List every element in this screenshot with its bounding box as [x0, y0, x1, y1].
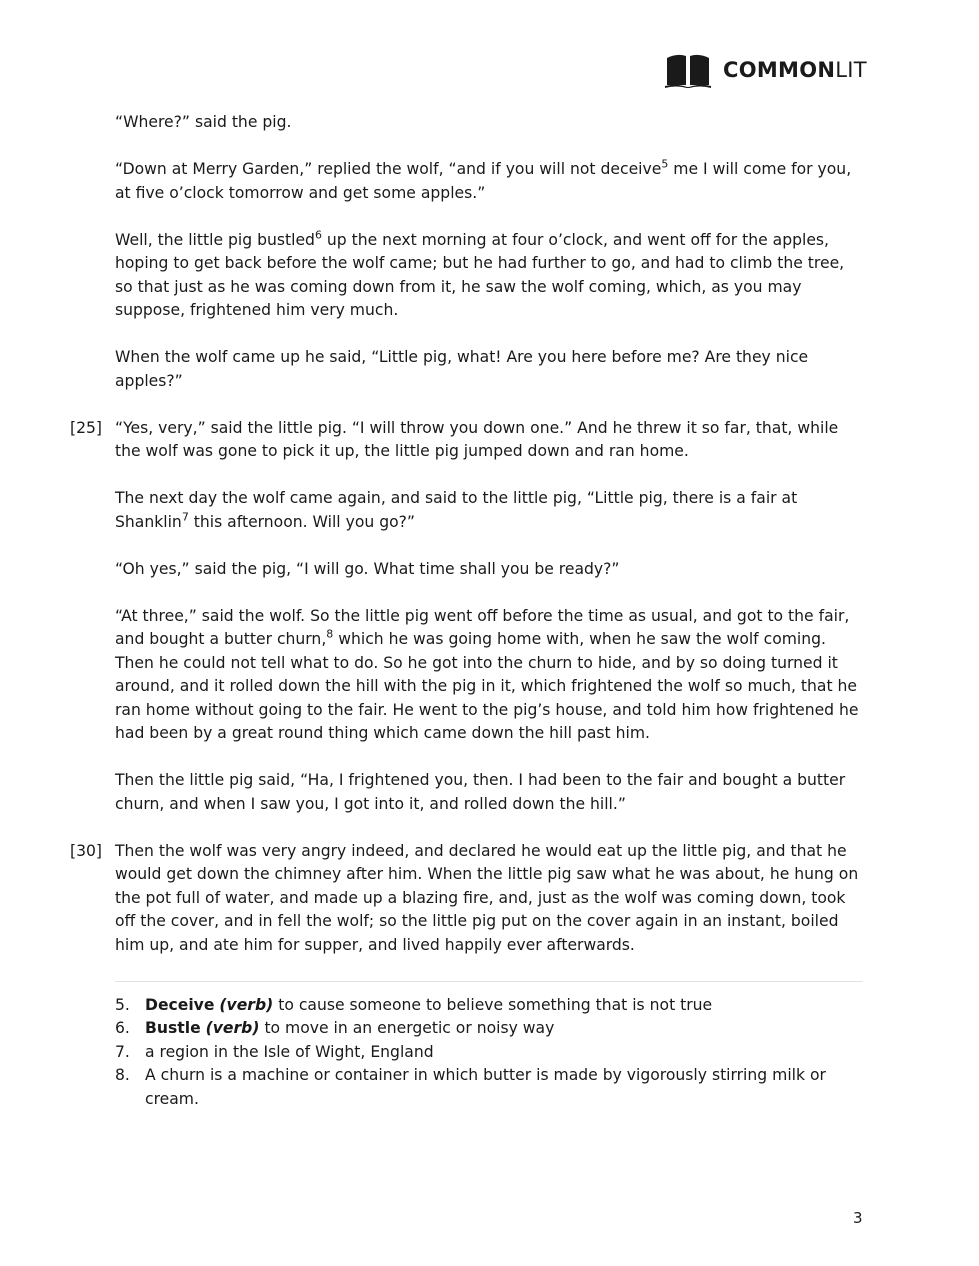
paragraph [115, 229, 865, 323]
paragraph [115, 558, 865, 582]
paragraph-text: “Yes, very,” said the little pig. “I will throw you down one.” And he threw it so far, that, while the wolf was gone to pick it up, the little pig jumped down and ran home. [115, 418, 839, 460]
footnotes-list [115, 994, 865, 1112]
paragraph-text: The next day the wolf came again, and said to the little pig, “Little pig, there is a fair at Shanklin [115, 489, 798, 531]
logo-text-light: LIT [835, 57, 867, 82]
footnote-reference: 7 [181, 509, 189, 523]
paragraph-text: “Oh yes,” said the pig, “I will go. What time shall you be ready?” [115, 559, 620, 578]
paragraph [115, 605, 865, 746]
paragraph [115, 111, 865, 135]
paragraph-text: me I will come for you, at five o’clock tomorrow and get some apples.” [115, 160, 852, 202]
logo-text [723, 57, 867, 82]
paragraph [70, 840, 865, 958]
footnote-reference: 8 [326, 627, 334, 641]
paragraph-text: “At three,” said the wolf. So the little pig went off before the time as usual, and got to the fair, and bought a butter churn, [115, 606, 850, 648]
footnote-definition: to cause someone to believe something that is not true [273, 995, 713, 1014]
paragraph-text: “Down at Merry Garden,” replied the wolf, “and if you will not deceive [115, 160, 662, 178]
paragraph [70, 417, 865, 464]
paragraph-text: this afternoon. Will you go?” [188, 512, 415, 531]
footnote-definition: A churn is a machine or container in which butter is made by vigorously stirring milk or cream. [145, 1066, 826, 1108]
footnote-item [115, 1017, 865, 1041]
paragraph-text: “Where?” said the pig. [115, 113, 292, 131]
footnote-number: 7. [115, 1042, 130, 1061]
passage-content [70, 111, 865, 1111]
footnote-item [115, 1041, 865, 1065]
passage-paragraphs [70, 111, 865, 957]
paragraph [115, 487, 865, 534]
footnote-part-of-speech: (verb) [219, 995, 274, 1014]
paragraph-text: When the wolf came up he said, “Little pig, what! Are you here before me? Are they nice apples?” [115, 348, 809, 390]
footnote-number: 5. [115, 995, 130, 1014]
footnote-reference: 5 [661, 157, 669, 171]
paragraph-number: [25] [70, 418, 103, 437]
paragraph [115, 346, 865, 393]
footnote-definition: a region in the Isle of Wight, England [145, 1042, 434, 1061]
footnote-item [115, 994, 865, 1018]
footnote-item [115, 1064, 865, 1111]
paragraph-text: which he was going home with, when he saw the wolf coming. Then he could not tell what to do. So he got into the churn to hide, and by so doing turned it around, and it rolled down the hill with the pig in it, which frightened the wolf so much, that he ran home without going to the fair. He went to the pig’s house, and told him how frightened he had been by a great round thing which came down the hill past him. [115, 630, 859, 742]
paragraph-text: Then the little pig said, “Ha, I frightened you, then. I had been to the fair and bought a butter churn, and when I saw you, I got into it, and rolled down the hill.” [115, 771, 846, 813]
paragraph-text: Well, the little pig bustled [115, 230, 315, 249]
paragraph-text: up the next morning at four o’clock, and went off for the apples, hoping to get back before the wolf came; but he had further to go, and had to climb the tree, so that just as he was coming down from it, he saw the wolf coming, which, as you may suppose, frightened him very much. [115, 230, 845, 319]
page-number: 3 [853, 1209, 863, 1227]
footnote-reference: 6 [314, 227, 322, 241]
paragraph [115, 158, 865, 205]
footnote-part-of-speech: (verb) [205, 1019, 260, 1037]
footnote-term: Deceive [145, 995, 215, 1014]
paragraph [115, 769, 865, 816]
paragraph-text: Then the wolf was very angry indeed, and declared he would eat up the little pig, and that he would get down the chimney after him. When the little pig saw what he was about, he hung on the pot full of water, and made up a blazing fire, and, just as the wolf was coming down, took off the cover, and in fell the wolf; so the little pig put on the cover again in an instant, boiled him up, and ate him for supper, and lived happily ever afterwards. [115, 841, 859, 954]
book-icon [665, 52, 711, 88]
logo-text-bold: COMMON [723, 57, 836, 82]
footnote-number: 8. [115, 1066, 130, 1084]
paragraph-number: [30] [70, 841, 103, 860]
footnote-number: 6. [115, 1019, 130, 1037]
commonlit-logo [665, 52, 867, 88]
footnote-definition: to move in an energetic or noisy way [259, 1019, 555, 1037]
footnote-divider [115, 981, 863, 982]
footnote-term: Bustle [145, 1019, 201, 1037]
